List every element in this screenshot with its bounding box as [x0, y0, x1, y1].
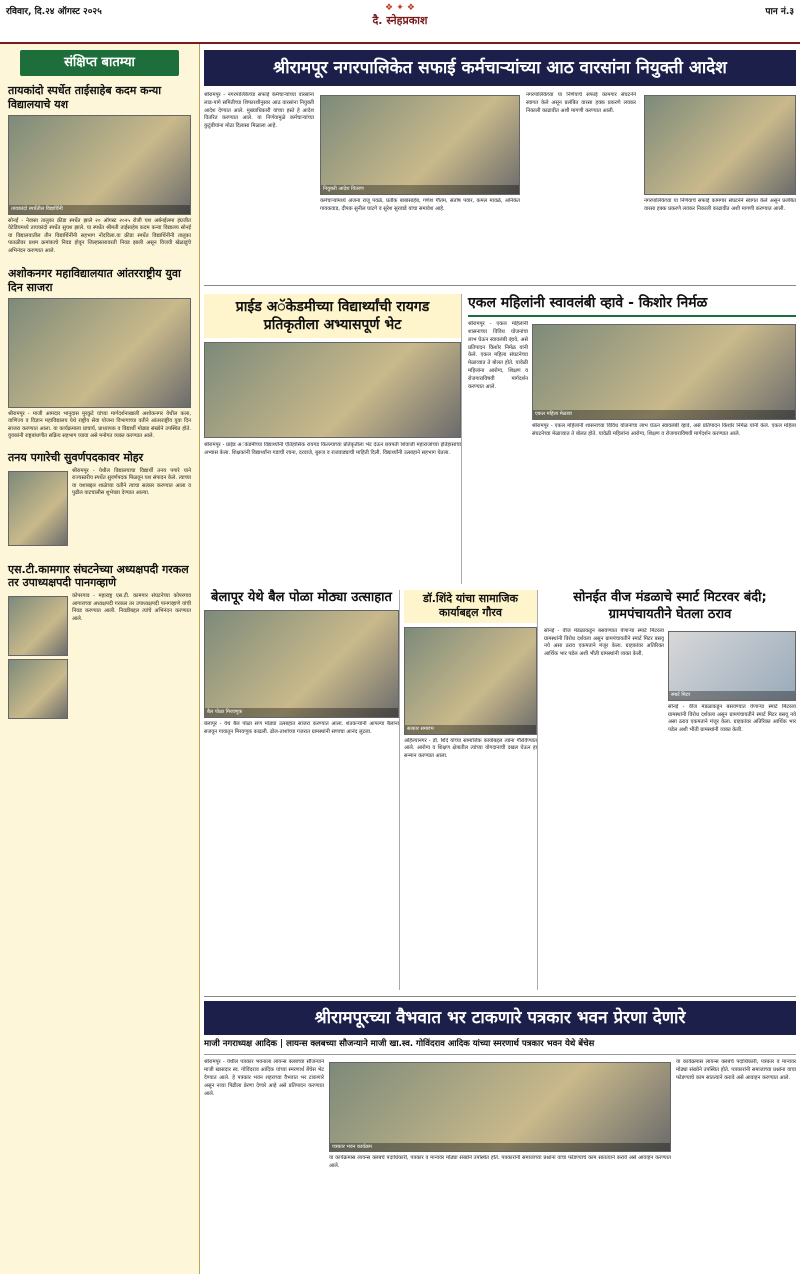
brief-gold-medal	[0, 449, 199, 551]
masthead	[300, 2, 500, 29]
main-news-area	[204, 44, 796, 1274]
story-headline: प्राईड अॅकेडमीच्या विद्यार्थ्यांची रायगड प्रतिकृतीला अभ्यासपूर्ण भेट	[204, 294, 461, 338]
story-photo	[329, 1062, 671, 1152]
story-body-col2: या कार्यक्रमास लायन्स क्लबचे पदाधिकारी, पत्रकार व मान्यवर मोठ्या संख्येने उपस्थित होते. पत्रकारांनी समाजाच्या प्रश्नांना वाचा फोडण्याचे काम सातत्याने करावे असे आवाहन करण्यात आले.	[329, 1155, 671, 1170]
story-headline: श्रीरामपूरच्या वैभवात भर टाकणारे पत्रकार भवन प्रेरणा देणारे	[204, 1001, 796, 1035]
story-body-col1: श्रीरामपूर - एकल महिलांनी शासनाच्या विविध योजनांचा लाभ घेऊन स्वावलंबी व्हावे, असे प्रतिपादन किशोर निर्मळ यांनी केले. एकल महिला संघटनेच्या मेळाव्यात ते बोलत होते. यावेळी महिलांना आरोग्य, शिक्षण व रोजगाराविषयी मार्गदर्शन करण्यात आले.	[468, 321, 528, 390]
story-headline: सोनईत वीज मंडळाचे स्मार्ट मिटरवर बंदी; ग्रामपंचायतीने घेतला ठराव	[573, 590, 767, 622]
lead-story	[204, 92, 796, 286]
brief-taekwondo	[0, 82, 199, 257]
story-body: अहिल्यानगर - डॉ. शिंदे यांच्या सामाजिक कार्याबद्दल त्यांना गौरविण्यात आले. आरोग्य व शिक्षण क्षेत्रातील त्यांच्या योगदानाची दखल घेऊन हा सन्मान करण्यात आला.	[404, 737, 537, 760]
brief-body: कोपरगाव - महाराष्ट्र एस.टी. कामगार संघटनेच्या कोपरगाव आगाराच्या अध्यक्षपदी गरकल तर उपाध्यक्षपदी पानगव्हाणे यांची निवड करण्यात आली. निवडीबद्दल त्यांचे अभिनंदन करण्यात आले.	[72, 593, 191, 622]
photo-caption: स्मार्ट मिटर	[669, 691, 795, 700]
page-number: पान नं.३	[765, 7, 794, 17]
story-photo	[204, 610, 399, 718]
masthead-title: दै. स्नेहप्रकाश	[372, 14, 428, 28]
brief-body: श्रीरामपूर - माजी आमदार भानुदास मुरकुटे यांच्या मार्गदर्शनाखाली अशोकनगर येथील कला, वाणिज्य व विज्ञान महाविद्यालय येथे राष्ट्रीय सेवा योजना विभागाच्या वतीने आंतरराष्ट्रीय युवा दिन साजरा करण्यात आला. या कार्यक्रमाला प्राचार्य, प्राध्यापक व विद्यार्थी मोठ्या संख्येने उपस्थित होते. युवकांनी राष्ट्रबांधणीत सक्रिय सहभाग घ्यावा असे मनोगत व्यक्त करण्यात आले.	[8, 410, 191, 440]
lead-body-col1: श्रीरामपूर - नगरपालिकेच्या सफाई कर्मचाऱ्यांच्या वारसांना लाड-पागे समितीच्या शिफारशीनुसार आठ वारसांना नियुक्ती आदेश देण्यात आले. मुख्याधिकारी यांच्या हस्ते हे आदेश वितरित करण्यात आले. या निर्णयामुळे कर्मचाऱ्यांच्या कुटुंबीयांना मोठा दिलासा मिळाला आहे.	[204, 92, 314, 130]
story-headline: एकल महिलांनी स्वावलंबी व्हावे - किशोर निर्मळ	[468, 294, 796, 317]
story-body-col1: श्रीरामपूर - येथील पत्रकार भवनाला लायन्स क्लबच्या सौजन्याने माजी खासदार स्व. गोविंदराव आदिक यांच्या स्मरणार्थ बेंचेस भेट देण्यात आले. हे पत्रकार भवन शहराच्या वैभवात भर टाकणारे असून नव्या पिढीला प्रेरणा देणारे आहे असे प्रतिपादन करण्यात आले.	[204, 1059, 324, 1097]
news-briefs-column	[0, 44, 200, 1274]
story-single-women	[468, 294, 796, 584]
photo-caption: एकल महिला मेळावा	[533, 410, 795, 419]
brief-st-union	[0, 561, 199, 725]
brief-body: श्रीरामपूर - येथील विद्यालयाचा विद्यार्थी तनय पगारे याने राज्यस्तरीय स्पर्धेत सुवर्णपदक मिळवून यश संपादन केले. त्याच्या या यशाबद्दल शाळेच्या वतीने त्याचा सत्कार करण्यात आला व पुढील वाटचालीस शुभेच्छा देण्यात आल्या.	[72, 467, 191, 497]
lead-body-col4: नगरपालिकेच्या या निर्णयाचे सफाई कामगार संघटनेने स्वागत केले असून प्रलंबित वारसा हक्क प्रकरणे लवकर निकाली काढावीत अशी मागणी करण्यात आली.	[644, 198, 796, 212]
story-body-col2: श्रीरामपूर - एकल महिलांनी शासनाच्या विविध योजनांचा लाभ घेऊन स्वावलंबी व्हावे, असे प्रतिपादन किशोर निर्मळ यांनी केले. एकल महिला संघटनेच्या मेळाव्यात ते बोलत होते. यावेळी महिलांना आरोग्य, शिक्षण व रोजगाराविषयी मार्गदर्शन करण्यात आले.	[532, 423, 796, 437]
story-body-col2: सोनई - वीज मंडळाकडून बसवण्यात येणाऱ्या स्मार्ट मिटरला ग्रामस्थांनी विरोध दर्शवला असून ग्रामपंचायतीने स्मार्ट मिटर बसवू नये असा ठराव एकमताने मंजूर केला. ग्राहकांवर अतिरिक्त आर्थिक भार पडेल अशी भीती ग्रामस्थांनी व्यक्त केली.	[668, 703, 796, 734]
story-pride-academy	[204, 294, 462, 584]
photo-caption: बैल पोळा मिरवणूक	[205, 708, 398, 717]
lead-photo-2	[644, 95, 796, 195]
story-subheadline: माजी नगराध्यक्ष आदिक | लायन्स क्लबच्या सौजन्याने माजी खा.स्व. गोविंदराव आदिक यांच्या स्मरणार्थ पत्रकार भवन येथे बेंचेस	[204, 1035, 796, 1055]
brief-title: एस.टी.कामगार संघटनेच्या अध्यक्षपदी गरकल तर उपाध्यक्षपदी पानगव्हाणे	[8, 562, 189, 590]
story-photo	[668, 631, 796, 701]
story-body: बेलापूर - येथे बैल पोळा सण मोठ्या उत्साहात साजरा करण्यात आला. शेतकऱ्यांनी आपल्या बैलांना सजवून गावातून मिरवणूक काढली. ढोल-ताशांच्या गजरात ग्रामस्थांनी सणाचा आनंद लुटला.	[204, 720, 399, 735]
photo-caption: तायकांदो स्पर्धेतील विद्यार्थिनी	[9, 205, 190, 214]
story-photo	[204, 342, 461, 438]
photo-caption: सत्कार समारंभ	[405, 725, 536, 734]
story-smart-meter	[544, 590, 796, 990]
story-bail-pola	[204, 590, 400, 990]
lead-body-col3: नगरपालिकेच्या या निर्णयाचे सफाई कामगार संघटनेने स्वागत केले असून प्रलंबित वारसा हक्क प्रकरणे लवकर निकाली काढावीत अशी मागणी करण्यात आली.	[526, 92, 636, 114]
story-dr-shinde	[404, 590, 538, 990]
brief-photo	[8, 659, 68, 719]
story-body-col3: या कार्यक्रमास लायन्स क्लबचे पदाधिकारी, पत्रकार व मान्यवर मोठ्या संख्येने उपस्थित होते. पत्रकारांनी समाजाच्या प्रश्नांना वाचा फोडण्याचे काम सातत्याने करावे असे आवाहन करण्यात आले.	[676, 1059, 796, 1082]
story-photo	[404, 627, 537, 735]
story-press-bhavan	[204, 996, 796, 1268]
brief-title: तनय पगारेची सुवर्णपदकावर मोहर	[8, 450, 144, 464]
briefs-banner: संक्षिप्त बातम्या	[20, 50, 179, 76]
diya-icon: ❖ ✦ ❖	[385, 3, 415, 13]
photo-caption: पत्रकार भवन कार्यक्रम	[330, 1143, 670, 1152]
brief-photo	[8, 115, 191, 215]
page-header	[0, 0, 800, 44]
brief-body: सोनई - नेवासा तालुका क्रीडा स्पर्धेत झाले २० ऑगस्ट २०२५ रोजी यश अर्बनईलमा इंग्रजीत वेटेडियमध्ये तायकांदो स्पर्धेत सुयश झाले. या स्पर्धेत श्रीमती ताईसाहेब कदम कन्या विद्यालय सोनई या विद्यालयातील तीन विद्यार्थिनींनी सहभाग नोंदविला.या क्रीडा स्पर्धेत विद्यार्थिनींनी तालुका पातळीवर प्रथम क्रमांकाचे निवड होवून जिल्हास्तरावरती निवड झाली असून विजयी खेळाडूंचे अभिनंदन करण्यात आले.	[8, 217, 191, 254]
story-photo	[532, 324, 796, 420]
lead-body-col2: कर्मचाऱ्यांमध्ये अंजना राजू पवळे, प्रतीक बाबासाहेब, गणेश गौतम, संतोष पवार, कमल मावळे, अनिकेत गायकवाड, दीपक सुनील घाटगे व सुरेश सुरवाडे यांचा समावेश आहे.	[320, 198, 520, 212]
story-headline: डॉ.शिंदे यांचा सामाजिक कार्याबद्दल गौरव	[404, 590, 537, 623]
brief-title: तायकांदो स्पर्धेत ताईसाहेब कदम कन्या विद्यालयाचे यश	[8, 84, 162, 111]
lead-photo	[320, 95, 520, 195]
issue-date: रविवार, दि.२४ ऑगस्ट २०२५	[6, 7, 102, 17]
brief-photo	[8, 596, 68, 656]
story-body-col1: सोनई - वीज मंडळाकडून बसवण्यात येणाऱ्या स्मार्ट मिटरला ग्रामस्थांनी विरोध दर्शवला असून ग्रामपंचायतीने स्मार्ट मिटर बसवू नये असा ठराव एकमताने मंजूर केला. ग्राहकांवर अतिरिक्त आर्थिक भार पडेल अशी भीती ग्रामस्थांनी व्यक्त केली.	[544, 627, 664, 658]
brief-title: अशोकनगर महाविद्यालयात आंतरराष्ट्रीय युवा दिन साजरा	[8, 267, 181, 294]
brief-youth-day	[0, 265, 199, 443]
story-headline: बेलापूर येथे बैल पोळा मोठ्या उत्साहात	[211, 590, 392, 605]
brief-photo	[8, 298, 191, 408]
photo-caption: नियुक्ती आदेश वितरण	[321, 185, 519, 194]
lead-headline: श्रीरामपूर नगरपालिकेत सफाई कर्मचाऱ्यांच्या आठ वारसांना नियुक्ती आदेश	[204, 50, 796, 86]
story-body: श्रीरामपूर - प्राईड अॅकेडमीच्या विद्यार्थ्यांनी ऐतिहासिक रायगड किल्ल्याच्या प्रतिकृतीला भेट देऊन छत्रपती शिवाजी महाराजांच्या इतिहासाचा अभ्यास केला. शिक्षकांनी विद्यार्थ्यांना गडाची रचना, दरवाजे, बुरुज व राजवाड्याची माहिती दिली. विद्यार्थ्यांनी उत्साहाने सहभाग घेतला.	[204, 442, 461, 457]
brief-photo	[8, 471, 68, 546]
